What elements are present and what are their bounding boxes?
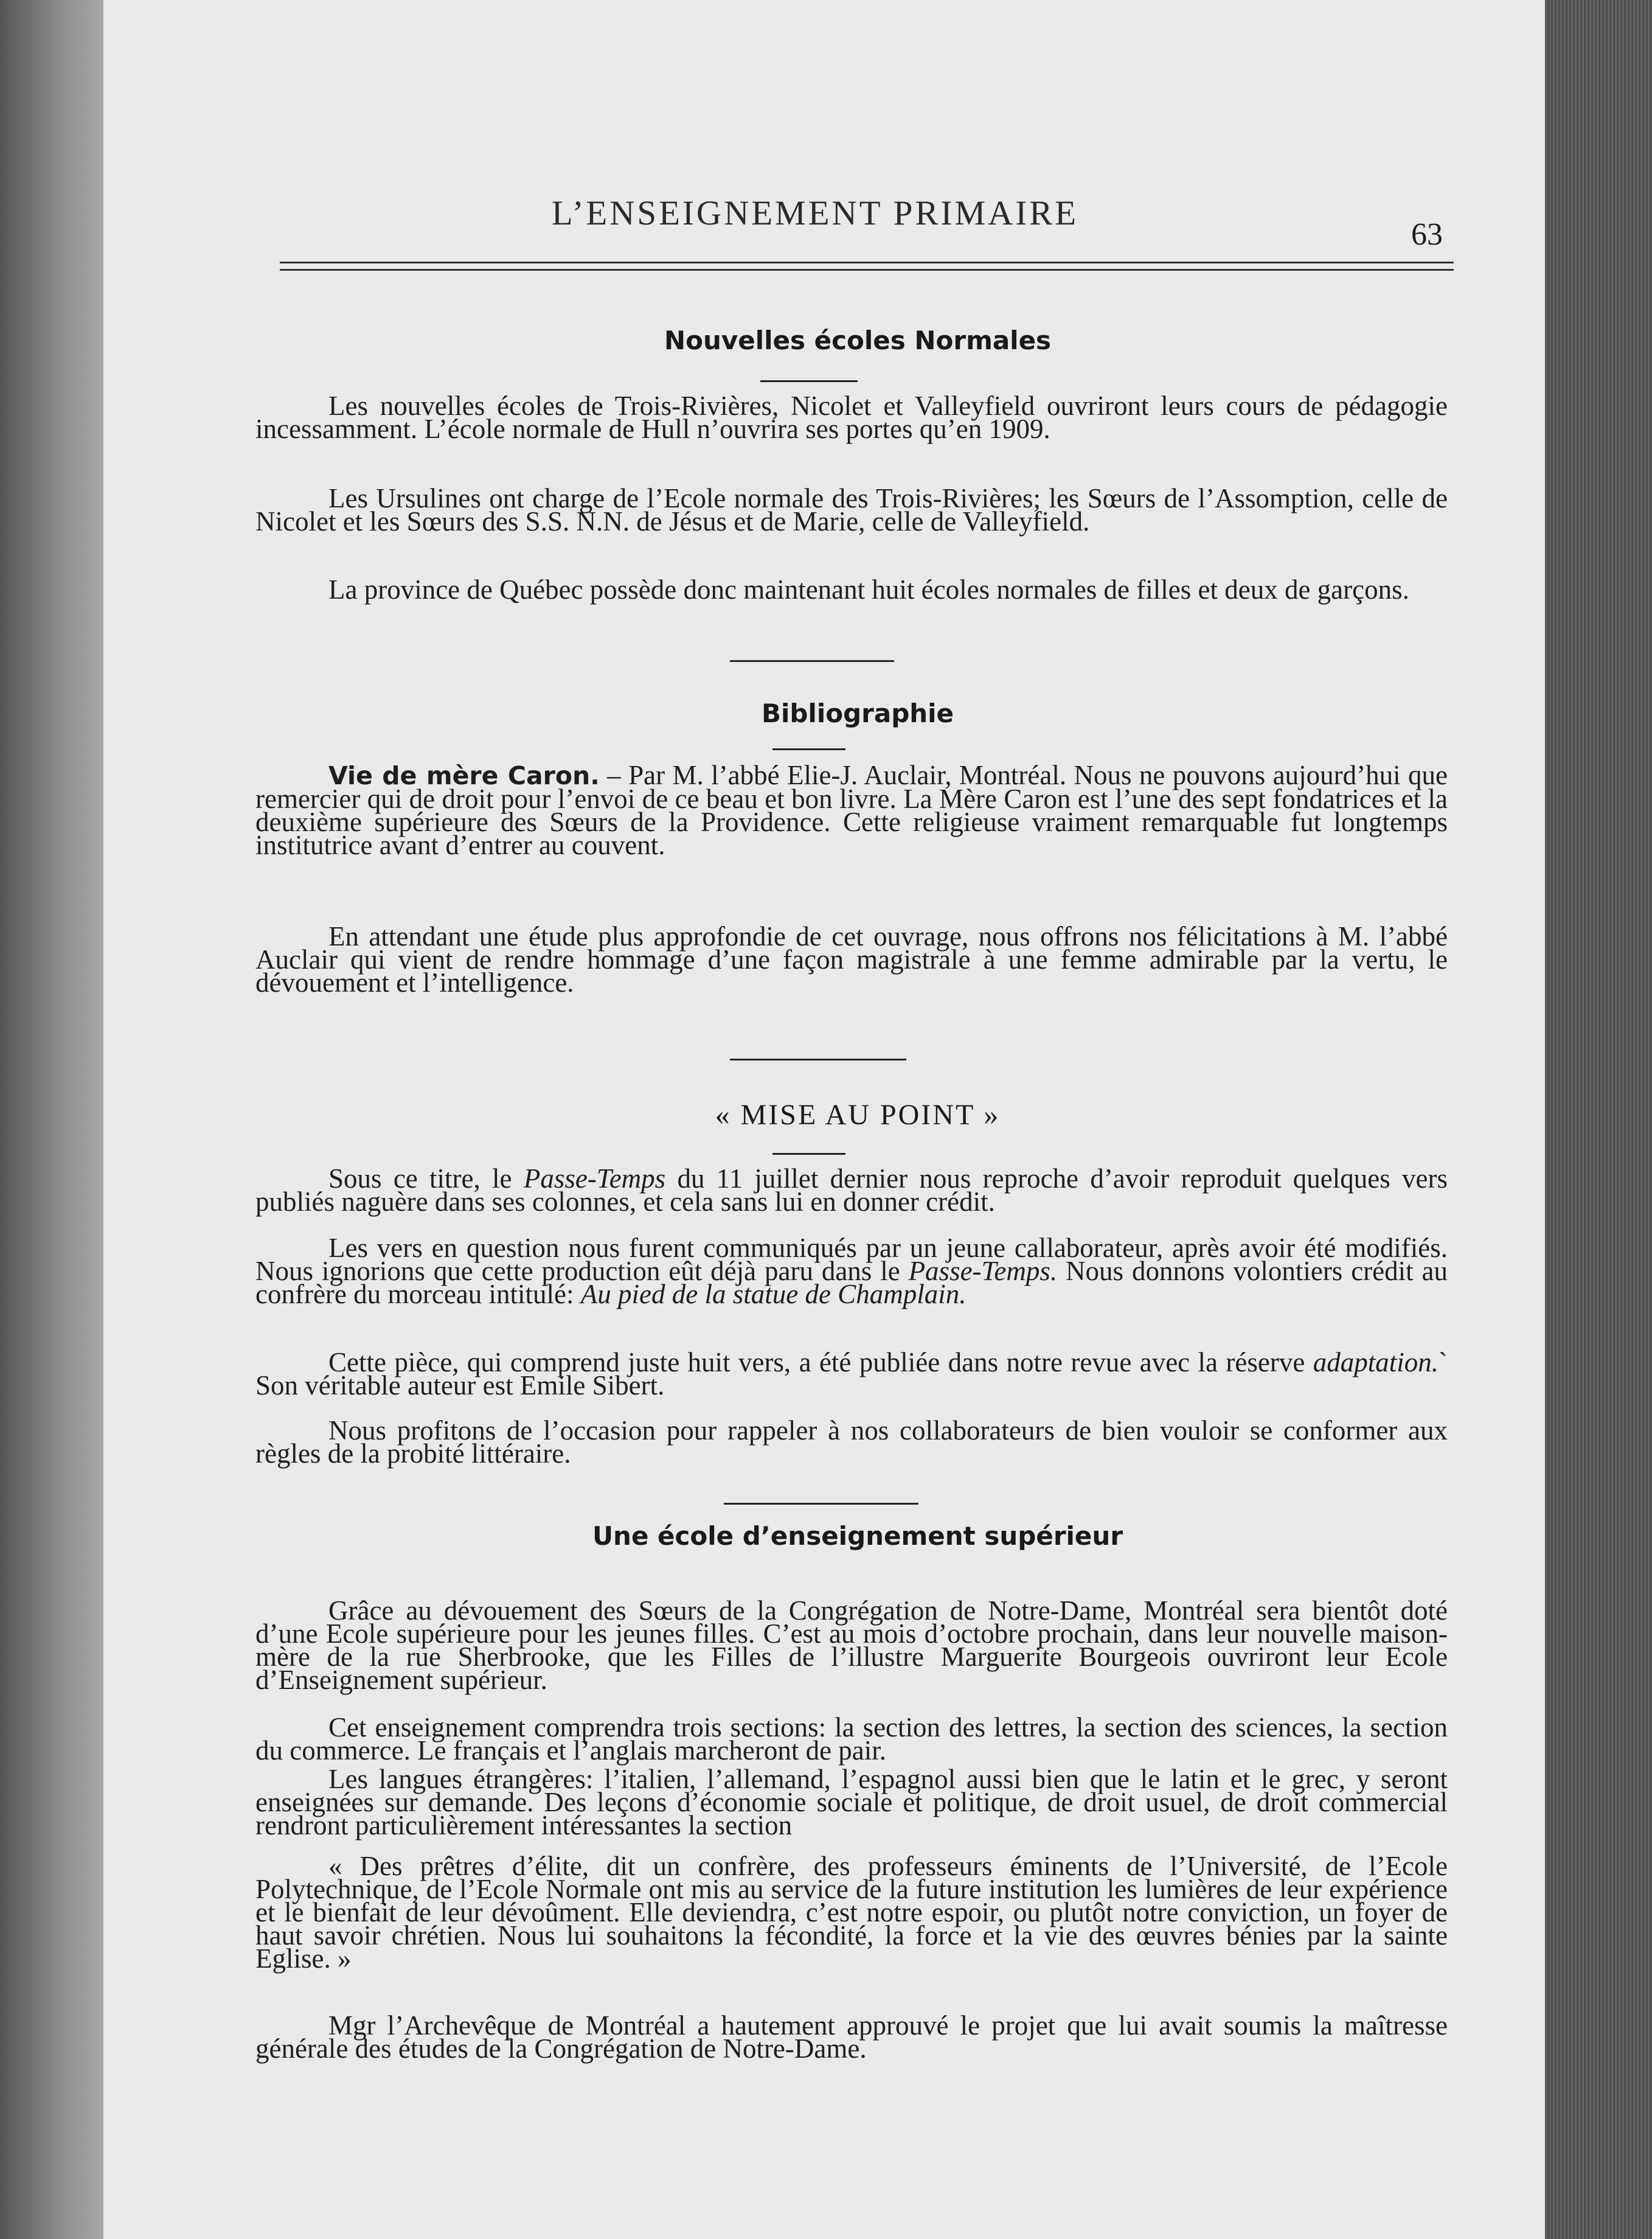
paragraph: Nous profitons de l’occasion pour rappeler à nos collaborateurs de bien vouloir se conformer aux règles de la probité littéraire. xyxy=(255,1415,1448,1469)
section-divider xyxy=(724,1503,918,1505)
paragraph: La province de Québec possède donc maintenant huit écoles normales de filles et deux de garçons. xyxy=(328,574,1409,605)
paragraph: Sous ce titre, le Passe-Temps du 11 juillet dernier nous reproche d’avoir reproduit quelques vers publiés naguère dans ses colonnes, et cela sans lui en donner crédit. xyxy=(255,1163,1448,1217)
paragraph: Les Ursulines ont charge de l’Ecole normale des Trois-Rivières; les Sœurs de l’Assomption, celle de Nicolet et les Sœurs des S.S. N.N. de Jésus et de Marie, celle de Valleyfield. xyxy=(255,483,1448,537)
running-title: L’ENSEIGNEMENT PRIMAIRE xyxy=(551,194,1079,232)
section-title-mise-au-point: « MISE AU POINT » xyxy=(715,1099,1001,1131)
paragraph: Cet enseignement comprendra trois sections: la section des lettres, la section des sciences, la section du commerce. Le français et l’anglais marcheront de pair. xyxy=(255,1712,1448,1766)
section-divider xyxy=(730,1059,906,1060)
book-title: Vie de mère Caron. xyxy=(328,761,600,790)
page-number: 63 xyxy=(1411,217,1443,252)
paragraph: Les nouvelles écoles de Trois-Rivières, Nicolet et Valleyfield ouvriront leurs cours de pédagogie incessamment. L’école normale de Hull n’ouvrira ses portes qu’en 1909. xyxy=(255,391,1448,444)
header-rule-bottom xyxy=(280,269,1454,271)
paragraph: « Des prêtres d’élite, dit un confrère, des professeurs éminents de l’Université, de l’Ecole Polytechnique, de l’Ecole Normale ont mis au service de la future institution les lumières de leur expérience et le bienfait de leur dévoûment. Elle deviendra, c’est notre espoir, ou plutôt notre conviction, un foyer de haut savoir chrétien. Nous lui souhaitons la fécondité, la force et la vie des œuvres bénies par la sainte Eglise. » xyxy=(255,1851,1448,1974)
section-divider xyxy=(730,660,894,662)
paragraph: Cette pièce, qui comprend juste huit vers, a été publiée dans notre revue avec la réserve adaptation.` Son véritable auteur est Emile Sibert. xyxy=(255,1347,1448,1401)
section-title-bibliographie: Bibliographie xyxy=(761,698,954,728)
section-title-nouvelles-ecoles: Nouvelles écoles Normales xyxy=(664,326,1052,355)
section-title-ecole-superieur: Une école d’enseignement supérieur xyxy=(592,1521,1123,1551)
header-rule-top xyxy=(280,262,1454,263)
paragraph: Vie de mère Caron. – Par M. l’abbé Elie-J. Auclair, Montréal. Nous ne pouvons aujourd’hui que remercier qui de droit pour l’envoi de ce beau et bon livre. La Mère Caron est l’une des sept fondatrices et la deuxième supérieure des Sœurs de la Providence. Cette religieuse vraiment remarquable fut longtemps institutrice avant d’entrer au couvent. xyxy=(255,760,1448,860)
title-rule xyxy=(772,748,845,750)
paragraph: Grâce au dévouement des Sœurs de la Congrégation de Notre-Dame, Montréal sera bientôt doté d’une Ecole supérieure pour les jeunes filles. C’est au mois d’octobre prochain, dans leur nouvelle maison-mère de la rue Sherbrooke, que les Filles de l’illustre Marguerite Bourgeois ouvriront leur Ecole d’Enseignement supérieur. xyxy=(255,1595,1448,1695)
title-rule xyxy=(760,380,858,382)
paragraph: En attendant une étude plus approfondie de cet ouvrage, nous offrons nos félicitations à M. l’abbé Auclair qui vient de rendre hommage d’une façon magistrale à une femme admirable par la vertu, le dévouement et l’intelligence. xyxy=(255,921,1448,998)
book-page xyxy=(103,0,1545,2239)
paragraph: Les langues étrangères: l’italien, l’allemand, l’espagnol aussi bien que le latin et le grec, y seront enseignées sur demande. Des leçons d’économie sociale et politique, de droit usuel, de droit commercial rendront particulièrement intéressantes la section xyxy=(255,1764,1448,1840)
paragraph: Mgr l’Archevêque de Montréal a hautement approuvé le projet que lui avait soumis la maîtresse générale des études de la Congrégation de Notre-Dame. xyxy=(255,2010,1448,2064)
paragraph: Les vers en question nous furent communiqués par un jeune callaborateur, après avoir été modifiés. Nous ignorions que cette production eût déjà paru dans le Passe-Temps. Nous donnons volontiers crédit au confrère du morceau intitulé: Au pied de la statue de Champlain. xyxy=(255,1233,1448,1309)
book-page-edges xyxy=(1545,0,1652,2239)
left-page-edge xyxy=(0,0,103,2239)
title-rule xyxy=(772,1153,845,1155)
